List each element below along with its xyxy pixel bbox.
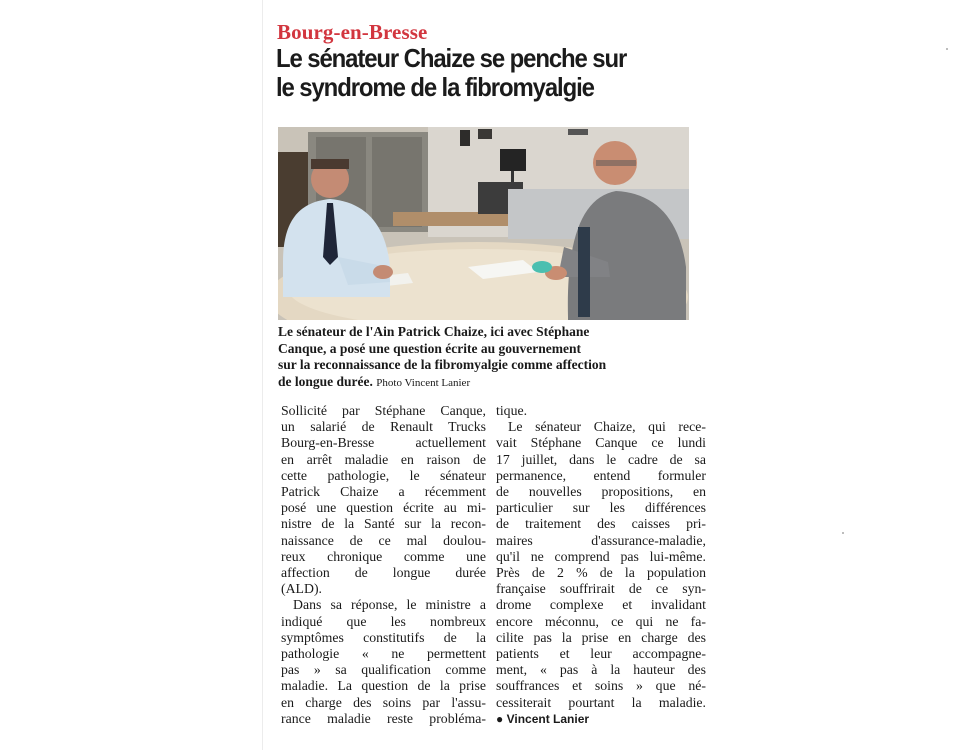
text-line: qu'il ne comprend pas lui-même. [496,548,706,564]
text-line: (ALD). [281,581,322,597]
clipping-edge [262,0,263,750]
caption-line: Le sénateur de l'Ain Patrick Chaize, ici avec Stéphane [278,324,590,339]
text-line: en arrêt maladie en raison de [281,451,486,467]
article-column-2 [496,403,706,727]
text-line: symptômes constitutifs de la [281,629,486,645]
caption-line [278,374,698,392]
text-line: en charge des soins par l'assu- [281,694,486,710]
text-line: affection de longue durée [281,565,486,581]
text-line: nistre de la Santé sur la recon- [281,516,486,532]
caption-line-prefix: de [278,373,292,389]
scan-speck [842,532,844,534]
text-line: Bourg-en-Bresse actuellement [281,435,486,451]
headline-line: Le sénateur Chaize se penche sur [276,43,627,73]
article-column-1 [281,403,486,727]
text-line: vait Stéphane Canque ce lundi [496,435,706,451]
text-line: tique. [496,403,528,418]
caption-line: Canque, a posé une question écrite au gouvernement [278,340,581,356]
kicker-location: Bourg-en-Bresse [277,20,428,44]
text-line: drome complexe et invalidant [496,597,706,613]
caption-line-end: longue durée. [294,373,373,389]
photo-credit: Photo Vincent Lanier [376,376,471,389]
text-line: encore méconnu, ce qui ne fa- [496,613,706,629]
text-line: pathologie « ne permettent [281,646,486,662]
text-line: maladie. La question de la prise [281,678,486,694]
byline-bullet: ● [496,711,504,726]
caption-line: sur la reconnaissance de la fibromyalgie comme affection [278,357,607,372]
scan-speck [946,48,948,50]
text-line: ment, « pas à la hauteur des [496,662,706,678]
text-line: reux chronique comme une [281,548,486,564]
text-line: pas » sa qualification comme [281,662,486,678]
text-line: indiqué que les nombreux [281,613,486,629]
text-line: 17 juillet, dans le cadre de sa [496,451,706,467]
text-line: Le sénateur Chaize, qui rece- [508,419,706,435]
text-line: souffrances et soins » que né- [496,678,706,694]
author-name: Vincent Lanier [506,711,590,726]
text-line: cessiterait pourtant la maladie. [496,694,706,710]
text-line: patients et leur accompagne- [496,646,706,662]
text-line: rance maladie reste probléma- [281,710,486,726]
text-line: permanence, entend formuler [496,467,706,483]
author-byline [496,711,706,727]
text-line: un salarié de Renault Trucks [281,419,486,435]
text-line: Dans sa réponse, le ministre a [293,597,486,613]
text-line: française souffrirait de ce syn- [496,581,706,597]
text-line: de traitement des caisses pri- [496,516,706,532]
headline-line: le syndrome de la fibromyalgie [276,72,594,102]
text-line: cette pathologie, le sénateur [281,467,486,483]
text-line: cilite pas la prise en charge des [496,629,706,645]
text-line: naissance de ce mal doulou- [281,532,486,548]
text-line: Patrick Chaize a récemment [281,484,486,500]
photo-illustration [278,127,689,320]
text-line: maires d'assurance-maladie, [496,532,706,548]
text-line: de nouvelles propositions, en [496,484,706,500]
article-photo [278,127,689,320]
text-line: particulier sur les différences [496,500,706,516]
text-line: posé une question écrite au mi- [281,500,486,516]
headline [276,44,681,102]
text-line: Près de 2 % de la population [496,565,706,581]
text-line: Sollicité par Stéphane Canque, [281,403,486,418]
photo-caption [278,324,698,391]
